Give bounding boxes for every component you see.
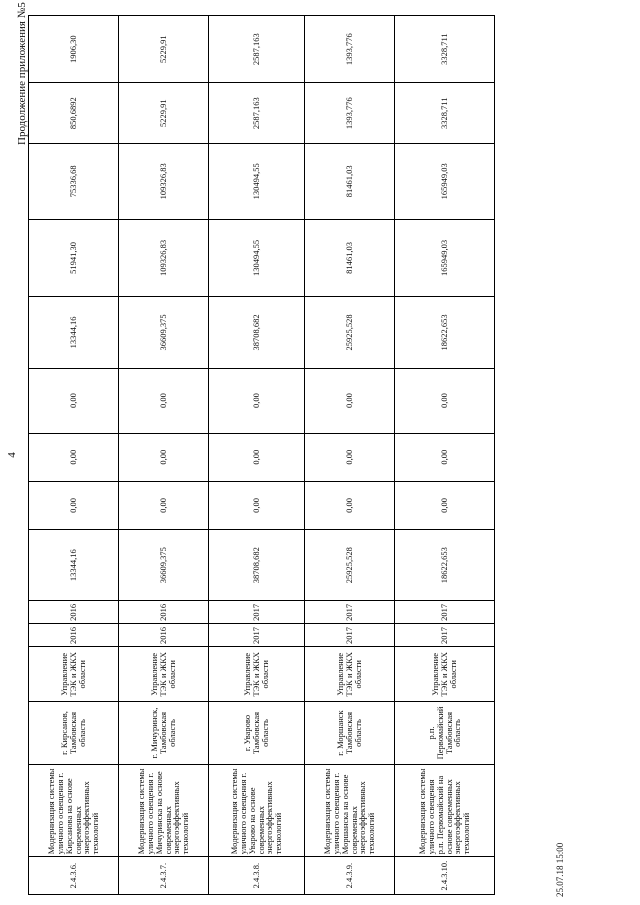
cell-local: 0,00: [29, 368, 119, 433]
cell-executor: Управление ТЭК и ЖКХ области: [29, 647, 119, 702]
timestamp: 25.07.18 15:00: [555, 842, 565, 897]
cell-federal: 0,00: [29, 481, 119, 529]
cell-location: г. Мичуринск, Тамбовская область: [119, 702, 209, 765]
cell-regional: 0,00: [305, 433, 395, 481]
cell-v2: 2587,163: [209, 83, 305, 144]
cell-end: 2017: [395, 601, 495, 624]
cell-extra: 25925,528: [305, 297, 395, 368]
cell-end: 2017: [209, 601, 305, 624]
table-row: [119, 16, 209, 895]
cell-regional: 0,00: [395, 433, 495, 481]
cell-executor: Управление ТЭК и ЖКХ области: [209, 647, 305, 702]
cell-v1: 130494,55: [209, 144, 305, 220]
cell-v2: 3328,711: [395, 83, 495, 144]
cell-code: 2.4.3.8.: [209, 857, 305, 895]
cell-local: 0,00: [305, 368, 395, 433]
table-row: [29, 16, 119, 895]
cell-v2: 850,6892: [29, 83, 119, 144]
cell-code: 2.4.3.7.: [119, 857, 209, 895]
cell-plan-total: 165949,03: [395, 219, 495, 297]
cell-executor: Управление ТЭК и ЖКХ области: [305, 647, 395, 702]
cell-plan-total: 51941,30: [29, 219, 119, 297]
cell-v1: 165949,03: [395, 144, 495, 220]
cell-extra: 36609,375: [119, 297, 209, 368]
cell-end: 2016: [119, 601, 209, 624]
cell-measure: Модернизация системы уличного освещения г. Кирсанова на основе современных энергоэффективных технологий: [29, 764, 119, 856]
cell-local: 0,00: [395, 368, 495, 433]
cell-v3: 1393,776: [305, 16, 395, 83]
cell-federal: 0,00: [119, 481, 209, 529]
cell-location: р.п. Первомайский Тамбовская область: [395, 702, 495, 765]
cell-start: 2017: [209, 624, 305, 647]
cell-v3: 2587,163: [209, 16, 305, 83]
cell-regional: 0,00: [29, 433, 119, 481]
cell-start: 2017: [395, 624, 495, 647]
cell-measure: Модернизация системы уличного освещения г. Мичуринска на основе современных энергоэффективных технологий: [119, 764, 209, 856]
cell-end: 2017: [305, 601, 395, 624]
cell-v1: 81461,03: [305, 144, 395, 220]
cell-start: 2016: [119, 624, 209, 647]
cell-local: 0,00: [209, 368, 305, 433]
cell-total: 25925,528: [305, 530, 395, 601]
measures-table: [28, 15, 495, 895]
cell-total: 13344,16: [29, 530, 119, 601]
cell-total: 18622,653: [395, 530, 495, 601]
cell-measure: Модернизация системы уличного освещения г. Моршанска на основе современных энергоэффективных технологий: [305, 764, 395, 856]
cell-start: 2017: [305, 624, 395, 647]
appendix-label: Продолжение приложения №5: [16, 2, 28, 145]
cell-v2: 5229,91: [119, 83, 209, 144]
table-row: [395, 16, 495, 895]
cell-extra: 18622,653: [395, 297, 495, 368]
cell-executor: Управление ТЭК и ЖКХ области: [119, 647, 209, 702]
cell-v1: 75336,68: [29, 144, 119, 220]
cell-start: 2016: [29, 624, 119, 647]
cell-extra: 13344,16: [29, 297, 119, 368]
cell-v2: 1393,776: [305, 83, 395, 144]
cell-plan-total: 109326,83: [119, 219, 209, 297]
cell-federal: 0,00: [209, 481, 305, 529]
cell-code: 2.4.3.9.: [305, 857, 395, 895]
cell-v1: 109326,83: [119, 144, 209, 220]
cell-v3: 1906,30: [29, 16, 119, 83]
table-row: [305, 16, 395, 895]
cell-v3: 3328,711: [395, 16, 495, 83]
cell-code: 2.4.3.6.: [29, 857, 119, 895]
cell-extra: 38708,682: [209, 297, 305, 368]
cell-local: 0,00: [119, 368, 209, 433]
cell-plan-total: 81461,03: [305, 219, 395, 297]
page-number: 4: [6, 452, 18, 458]
cell-location: г. Моршанск Тамбовская область: [305, 702, 395, 765]
cell-executor: Управление ТЭК и ЖКХ области: [395, 647, 495, 702]
cell-measure: Модернизация системы уличного освещения р.п. Первомайский на основе современных энергоэффективных технологий: [395, 764, 495, 856]
cell-code: 2.4.3.10.: [395, 857, 495, 895]
cell-location: г. Уварово Тамбовская область: [209, 702, 305, 765]
cell-measure: Модернизация системы уличного освещения г. Уварово на основе современных энергоэффективных технологий: [209, 764, 305, 856]
cell-end: 2016: [29, 601, 119, 624]
cell-location: г. Кирсанов, Тамбовская область: [29, 702, 119, 765]
cell-regional: 0,00: [209, 433, 305, 481]
cell-federal: 0,00: [395, 481, 495, 529]
cell-total: 38708,682: [209, 530, 305, 601]
cell-total: 36609,375: [119, 530, 209, 601]
cell-regional: 0,00: [119, 433, 209, 481]
table-row: [209, 16, 305, 895]
table-body: [29, 16, 495, 895]
cell-plan-total: 130494,55: [209, 219, 305, 297]
cell-v3: 5229,91: [119, 16, 209, 83]
cell-federal: 0,00: [305, 481, 395, 529]
